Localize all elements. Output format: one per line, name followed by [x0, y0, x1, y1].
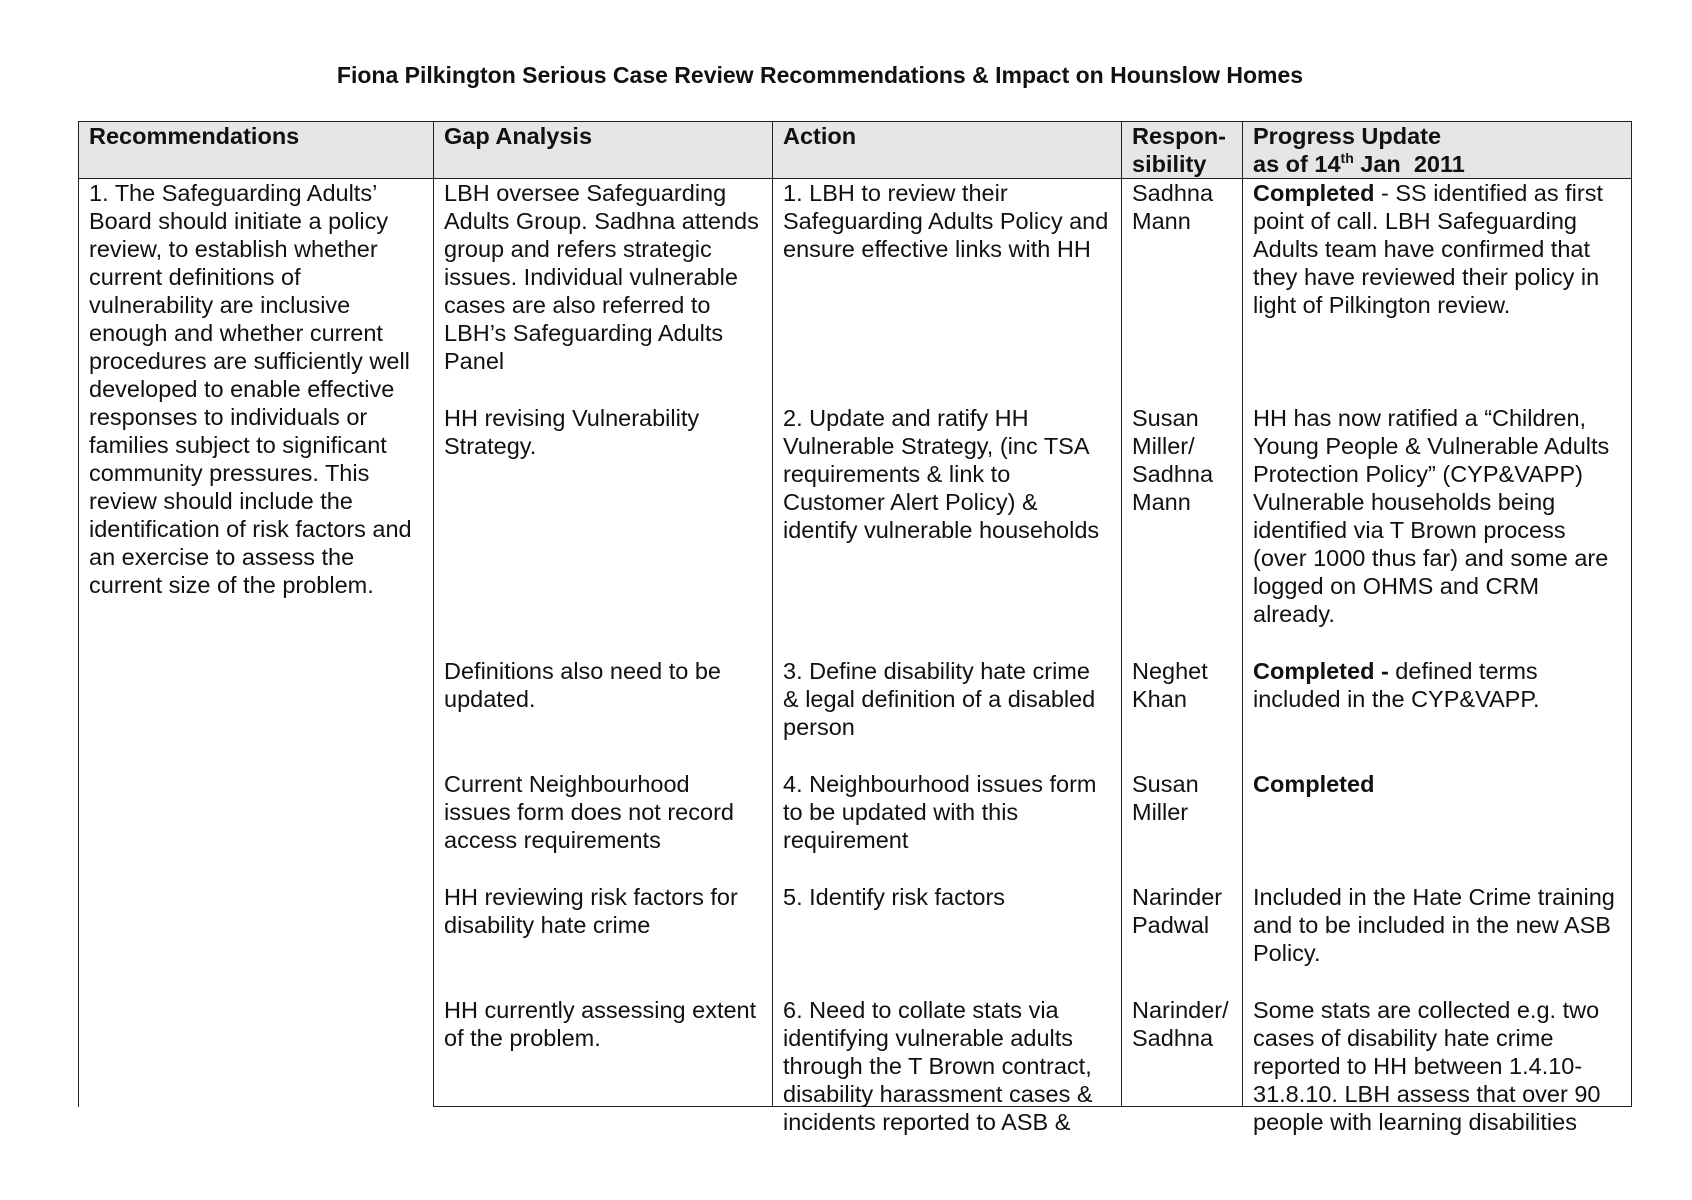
- responsibility-cell: Narinder Padwal: [1122, 883, 1243, 996]
- progress-cell: Some stats are collected e.g. two cases of disability hate crime reported to HH between 1.4.10-31.8.10. LBH assess that over 90 people with learning disabilities: [1243, 996, 1632, 1107]
- progress-cell: HH has now ratified a “Children, Young People & Vulnerable Adults Protection Policy” (CYP&VAPP) Vulnerable households being identified via T Brown process (over 1000 thus far) and some are logged on OHMS and CRM already.: [1243, 404, 1632, 657]
- table-header-row: [79, 122, 1632, 179]
- header-gap-analysis: Gap Analysis: [434, 122, 773, 179]
- action-cell: 6. Need to collate stats via identifying vulnerable adults through the T Brown contract, disability harassment cases & incidents reported to ASB &: [773, 996, 1122, 1107]
- header-responsibility: Respon- sibility: [1122, 122, 1243, 179]
- document-title: Fiona Pilkington Serious Case Review Recommendations & Impact on Hounslow Homes: [336, 62, 1304, 88]
- gap-cell: HH currently assessing extent of the problem.: [434, 996, 773, 1107]
- responsibility-cell: Susan Miller: [1122, 770, 1243, 883]
- progress-cell: Completed - SS identified as first point of call. LBH Safeguarding Adults team have confirmed that they have reviewed their policy in light of Pilkington review.: [1243, 179, 1632, 405]
- action-cell: 5. Identify risk factors: [773, 883, 1122, 996]
- header-recommendations: Recommendations: [79, 122, 434, 179]
- responsibility-cell: Narinder/ Sadhna: [1122, 996, 1243, 1107]
- gap-cell: HH reviewing risk factors for disability hate crime: [434, 883, 773, 996]
- responsibility-cell: Neghet Khan: [1122, 657, 1243, 770]
- recommendations-table: [78, 121, 1632, 1135]
- action-cell: 4. Neighbourhood issues form to be updated with this requirement: [773, 770, 1122, 883]
- action-cell: 1. LBH to review their Safeguarding Adults Policy and ensure effective links with HH: [773, 179, 1122, 405]
- gap-cell: Definitions also need to be updated.: [434, 657, 773, 770]
- header-action: Action: [773, 122, 1122, 179]
- responsibility-cell: Sadhna Mann: [1122, 179, 1243, 405]
- progress-cell: Included in the Hate Crime training and to be included in the new ASB Policy.: [1243, 883, 1632, 996]
- recommendation-cell: 1. The Safeguarding Adults’ Board should initiate a policy review, to establish whether current definitions of vulnerability are inclusive enough and whether current procedures are sufficiently well developed to enable effective responses to individuals or families subject to significant community pressures. This review should include the identification of risk factors and an exercise to assess the current size of the problem.: [79, 179, 434, 1107]
- progress-cell: Completed: [1243, 770, 1632, 883]
- progress-cell: Completed - defined terms included in the CYP&VAPP.: [1243, 657, 1632, 770]
- responsibility-cell: Susan Miller/ Sadhna Mann: [1122, 404, 1243, 657]
- gap-cell: HH revising Vulnerability Strategy.: [434, 404, 773, 657]
- gap-cell: LBH oversee Safeguarding Adults Group. Sadhna attends group and refers strategic issues. Individual vulnerable cases are also referred to LBH’s Safeguarding Adults Panel: [434, 179, 773, 405]
- table-row: [79, 179, 1632, 405]
- header-progress-update: Progress Update as of 14th Jan 2011: [1243, 122, 1632, 179]
- gap-cell: Current Neighbourhood issues form does not record access requirements: [434, 770, 773, 883]
- action-cell: 2. Update and ratify HH Vulnerable Strategy, (inc TSA requirements & link to Customer Alert Policy) & identify vulnerable households: [773, 404, 1122, 657]
- action-cell: 3. Define disability hate crime & legal definition of a disabled person: [773, 657, 1122, 770]
